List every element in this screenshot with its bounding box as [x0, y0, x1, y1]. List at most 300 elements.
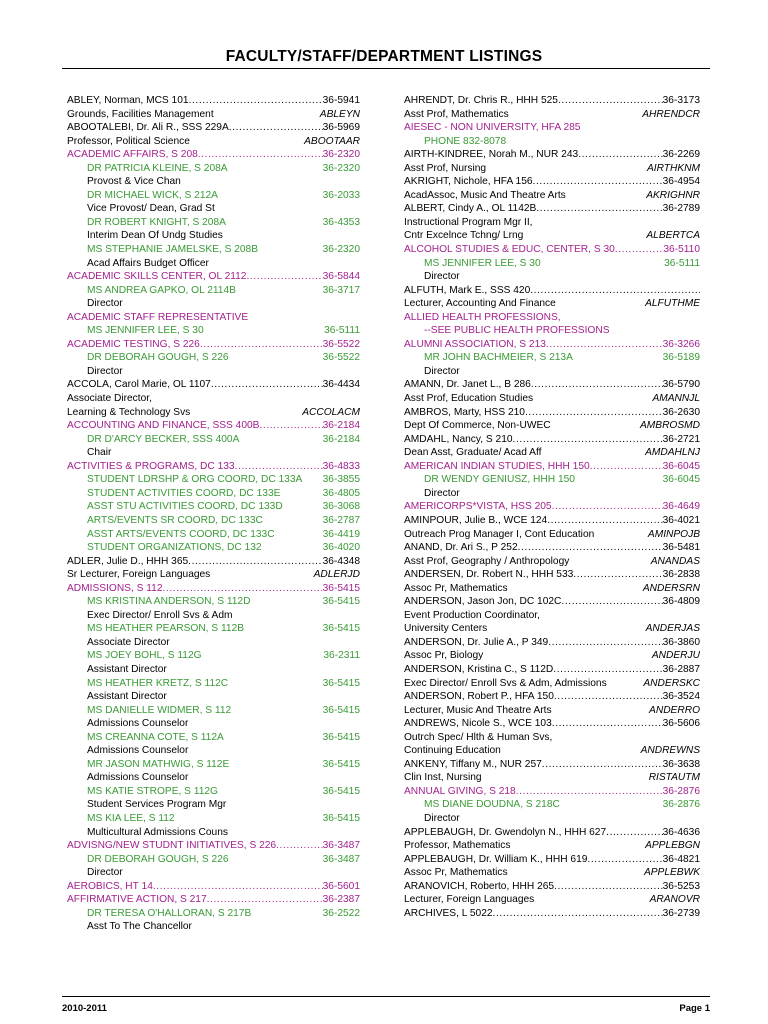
- listing-text: ARTS/EVENTS SR COORD, DC 133C: [87, 514, 263, 526]
- dot-leader: [536, 202, 662, 216]
- listing-line: [67, 731, 360, 745]
- user-code: AHRENDCR: [642, 108, 700, 120]
- listing-line: [404, 893, 700, 907]
- dot-leader: [547, 514, 662, 528]
- listing-text: ACADEMIC TESTING, S 226: [67, 338, 200, 350]
- phone-extension: 36-4809: [662, 596, 700, 608]
- phone-extension: 36-2320: [322, 244, 360, 256]
- listing-text: AMERICAN INDIAN STUDIES, HHH 150: [404, 460, 590, 472]
- dot-leader: [561, 595, 662, 609]
- dot-leader: [229, 121, 323, 135]
- listing-text: Asst Prof, Mathematics: [404, 108, 509, 120]
- phone-extension: 36-3068: [322, 501, 360, 513]
- listing-line: [67, 907, 360, 921]
- phone-extension: 36-5481: [662, 542, 700, 554]
- listing-line: [67, 528, 360, 542]
- user-code: ALBERTCA: [646, 230, 700, 242]
- listing-line: [67, 717, 360, 731]
- user-code: AKRIGHNR: [646, 189, 700, 201]
- dot-leader: [546, 338, 663, 352]
- listing-line: [404, 758, 700, 772]
- dot-leader: [615, 243, 664, 257]
- phone-extension: 36-5522: [322, 352, 360, 364]
- listing-text: Director: [424, 812, 460, 824]
- dot-leader: [246, 270, 322, 284]
- listing-line: [404, 866, 700, 880]
- phone-extension: 36-2838: [662, 569, 700, 581]
- listing-text: Chair: [87, 447, 112, 459]
- listing-line: [67, 866, 360, 880]
- listing-text: AIRTH-KINDREE, Norah M., NUR 243: [404, 149, 579, 161]
- dot-leader: [211, 378, 323, 392]
- listing-text: ACADEMIC SKILLS CENTER, OL 2112: [67, 271, 247, 283]
- listing-text: Assoc Pr, Mathematics: [404, 867, 508, 879]
- listing-line: [404, 175, 700, 189]
- user-code: ARANOVR: [649, 894, 700, 906]
- dot-leader: [573, 568, 662, 582]
- listing-line: [404, 243, 700, 257]
- listing-text: Director: [87, 867, 123, 879]
- listing-text: Outrch Spec/ Hlth & Human Svs,: [404, 731, 553, 743]
- listing-text: MS JOEY BOHL, S 112G: [87, 650, 202, 662]
- listing-text: ASST STU ACTIVITIES COORD, DC 133D: [87, 501, 283, 513]
- phone-extension: 36-4954: [662, 176, 700, 188]
- phone-extension: 36-2320: [322, 162, 360, 174]
- listing-line: [404, 785, 700, 799]
- phone-extension: 36-3487: [322, 840, 360, 852]
- phone-extension: 36-5189: [662, 352, 700, 364]
- listing-line: [404, 297, 700, 311]
- phone-extension: 36-5606: [662, 718, 700, 730]
- listing-line: [67, 893, 360, 907]
- listing-line: [67, 121, 360, 135]
- listing-text: Director: [424, 365, 460, 377]
- listing-line: [67, 419, 360, 433]
- listing-line: [67, 541, 360, 555]
- user-code: ACCOLACM: [302, 406, 360, 418]
- listing-line: [404, 771, 700, 785]
- dot-leader: [554, 690, 663, 704]
- listing-text: Lecturer, Foreign Languages: [404, 894, 535, 906]
- listing-text: Director: [424, 487, 460, 499]
- listing-line: [404, 135, 700, 149]
- listing-line: [67, 771, 360, 785]
- listing-line: [404, 270, 700, 284]
- listing-line: [404, 853, 700, 867]
- dot-leader: [198, 148, 323, 162]
- phone-extension: 36-5111: [324, 325, 360, 337]
- listing-text: AIESEC - NON UNIVERSITY, HFA 285: [404, 122, 581, 134]
- dot-leader: [189, 94, 323, 108]
- listing-line: [404, 744, 700, 758]
- phone-extension: 36-4020: [322, 542, 360, 554]
- listing-line: [404, 514, 700, 528]
- listing-line: [404, 284, 700, 298]
- dot-leader: [552, 717, 663, 731]
- listing-text: Instructional Program Mgr II,: [404, 216, 533, 228]
- listing-line: [404, 473, 700, 487]
- dot-leader: [558, 94, 663, 108]
- listing-line: [404, 121, 700, 135]
- listing-line: [404, 636, 700, 650]
- listing-line: [404, 338, 700, 352]
- listing-text: Assistant Director: [87, 663, 167, 675]
- listing-line: [67, 744, 360, 758]
- listing-text: Multicultural Admissions Couns: [87, 826, 228, 838]
- phone-extension: 36-4434: [322, 379, 360, 391]
- listing-text: DR WENDY GENIUSZ, HHH 150: [424, 474, 575, 486]
- listing-text: MS DANIELLE WIDMER, S 112: [87, 704, 232, 716]
- listing-line: [404, 446, 700, 460]
- user-code: ANDREWNS: [640, 745, 700, 757]
- phone-extension: 36-4419: [322, 528, 360, 540]
- listing-text: PHONE 832-8078: [424, 135, 507, 147]
- listing-line: [404, 622, 700, 636]
- phone-extension: 36-3266: [662, 338, 700, 350]
- listing-line: [404, 108, 700, 122]
- listing-line: [67, 135, 360, 149]
- listing-line: [404, 677, 700, 691]
- listing-line: [67, 677, 360, 691]
- listing-line: [404, 798, 700, 812]
- listing-text: Assoc Pr, Biology: [404, 650, 484, 662]
- phone-extension: 36-5253: [662, 880, 700, 892]
- listing-line: [404, 202, 700, 216]
- user-code: AMANNJL: [652, 393, 700, 405]
- listing-text: Learning & Technology Svs: [67, 406, 191, 418]
- listing-line: [67, 487, 360, 501]
- user-code: APPLEBGN: [645, 840, 700, 852]
- listing-line: [404, 433, 700, 447]
- listing-line: [404, 378, 700, 392]
- listing-text: MS STEPHANIE JAMELSKE, S 208B: [87, 244, 258, 256]
- listing-line: [67, 826, 360, 840]
- phone-extension: 36-3524: [662, 691, 700, 703]
- phone-extension: 36-3638: [662, 758, 700, 770]
- listing-text: MR JOHN BACHMEIER, S 213A: [424, 352, 573, 364]
- listing-text: MS KRISTINA ANDERSON, S 112D: [87, 596, 251, 608]
- listing-text: Director: [87, 365, 123, 377]
- listing-text: STUDENT ORGANIZATIONS, DC 132: [87, 542, 262, 554]
- listing-text: ALBERT, Cindy A., OL 1142B: [404, 203, 537, 215]
- listing-line: [67, 108, 360, 122]
- listing-text: Asst To The Chancellor: [87, 921, 192, 933]
- phone-extension: 36-5415: [322, 704, 360, 716]
- listing-line: [404, 717, 700, 731]
- listing-line: [67, 582, 360, 596]
- listing-line: [404, 460, 700, 474]
- user-code: APPLEBWK: [643, 867, 700, 879]
- listing-line: [404, 704, 700, 718]
- listing-line: [67, 568, 360, 582]
- listing-line: [404, 406, 700, 420]
- listing-text: ALCOHOL STUDIES & EDUC, CENTER, S 30: [404, 244, 615, 256]
- phone-extension: 36-5110: [663, 244, 700, 256]
- phone-extension: 36-5415: [322, 758, 360, 770]
- listing-text: DR DEBORAH GOUGH, S 226: [87, 853, 229, 865]
- phone-extension: 36-2876: [662, 799, 700, 811]
- dot-leader: [516, 785, 663, 799]
- listing-line: [404, 189, 700, 203]
- listing-text: Assoc Pr, Mathematics: [404, 582, 508, 594]
- user-code: ADLERJD: [313, 569, 360, 581]
- listing-line: [404, 541, 700, 555]
- listing-line: [67, 311, 360, 325]
- dot-leader: [554, 880, 663, 894]
- phone-extension: 36-2522: [322, 907, 360, 919]
- listing-line: [404, 555, 700, 569]
- dot-leader: [553, 663, 662, 677]
- phone-extension: 36-3717: [322, 284, 360, 296]
- listing-line: [67, 338, 360, 352]
- page-title: FACULTY/STAFF/DEPARTMENT LISTINGS: [225, 48, 543, 65]
- listing-text: MS KIA LEE, S 112: [87, 812, 175, 824]
- listing-text: MS CREANNA COTE, S 112A: [87, 731, 224, 743]
- listing-text: ACCOUNTING AND FINANCE, SSS 400B: [67, 420, 260, 432]
- listing-line: [404, 216, 700, 230]
- phone-extension: 36-5522: [322, 338, 360, 350]
- user-code: AMINPOJB: [647, 528, 700, 540]
- user-code: ABOOTAAR: [304, 135, 360, 147]
- listing-line: [67, 297, 360, 311]
- listing-line: [67, 148, 360, 162]
- listing-text: AMANN, Dr. Janet L., B 286: [404, 379, 531, 391]
- listing-text: AMERICORPS*VISTA, HSS 205: [404, 501, 552, 513]
- listing-line: [67, 785, 360, 799]
- phone-extension: 36-4353: [322, 216, 360, 228]
- phone-extension: 36-6045: [662, 474, 700, 486]
- listing-text: AEROBICS, HT 14: [67, 880, 153, 892]
- phone-extension: 36-4833: [322, 460, 360, 472]
- phone-extension: 36-3855: [322, 474, 360, 486]
- listing-text: Professor, Political Science: [67, 135, 190, 147]
- listing-line: [404, 649, 700, 663]
- listing-line: [404, 419, 700, 433]
- listing-text: ACTIVITIES & PROGRAMS, DC 133: [67, 460, 235, 472]
- phone-extension: 36-2876: [662, 785, 700, 797]
- listing-line: [404, 487, 700, 501]
- listing-text: DR ROBERT KNIGHT, S 208A: [87, 216, 226, 228]
- phone-extension: 36-4649: [662, 501, 700, 513]
- listing-line: [404, 690, 700, 704]
- phone-extension: 36-6045: [662, 460, 700, 472]
- listing-line: [67, 690, 360, 704]
- listing-text: Event Production Coordinator,: [404, 609, 540, 621]
- listing-text: APPLEBAUGH, Dr. Gwendolyn N., HHH 627: [404, 826, 607, 838]
- listing-text: Asst Prof, Education Studies: [404, 393, 534, 405]
- listing-line: [67, 473, 360, 487]
- header-rule: [62, 68, 710, 69]
- phone-extension: 36-5415: [322, 582, 360, 594]
- phone-extension: 36-3487: [322, 853, 360, 865]
- listing-line: [404, 839, 700, 853]
- listing-text: ANDERSON, Kristina C., S 112D: [404, 663, 554, 675]
- listing-line: [404, 582, 700, 596]
- dot-leader: [518, 541, 663, 555]
- phone-extension: 36-5415: [322, 812, 360, 824]
- listing-text: University Centers: [404, 623, 488, 635]
- listing-text: Assistant Director: [87, 691, 167, 703]
- dot-leader: [259, 419, 322, 433]
- listing-line: [67, 622, 360, 636]
- listing-line: [404, 500, 700, 514]
- phone-extension: 36-2630: [662, 406, 700, 418]
- user-code: AMDAHLNJ: [645, 447, 700, 459]
- listing-line: [67, 880, 360, 894]
- phone-extension: 36-2887: [662, 663, 700, 675]
- listing-line: [404, 94, 700, 108]
- phone-extension: 36-5415: [322, 623, 360, 635]
- listing-line: [67, 704, 360, 718]
- phone-extension: 36-5415: [322, 731, 360, 743]
- listing-text: ANNUAL GIVING, S 218: [404, 785, 516, 797]
- listing-line: [67, 446, 360, 460]
- phone-extension: 36-4821: [662, 853, 700, 865]
- listing-line: [67, 229, 360, 243]
- listing-text: Director: [87, 298, 123, 310]
- phone-extension: 36-5844: [322, 271, 360, 283]
- user-code: AIRTHKNM: [646, 162, 700, 174]
- dot-leader: [235, 460, 323, 474]
- listing-text: Sr Lecturer, Foreign Languages: [67, 569, 211, 581]
- listing-line: [404, 148, 700, 162]
- listing-line: [67, 351, 360, 365]
- listing-line: [404, 257, 700, 271]
- listing-text: ALFUTH, Mark E., SSS 420: [404, 284, 531, 296]
- dot-leader: [548, 636, 662, 650]
- listing-line: [67, 270, 360, 284]
- user-code: ANDERJAS: [645, 623, 700, 635]
- listing-text: Lecturer, Music And Theatre Arts: [404, 704, 552, 716]
- user-code: ABLEYN: [319, 108, 360, 120]
- dot-leader: [207, 893, 323, 907]
- phone-extension: 36-4805: [322, 487, 360, 499]
- dot-leader: [200, 338, 323, 352]
- listing-text: Student Services Program Mgr: [87, 799, 227, 811]
- phone-extension: 36-2387: [322, 894, 360, 906]
- listing-text: Dept Of Commerce, Non-UWEC: [404, 420, 551, 432]
- listing-line: [67, 920, 360, 934]
- listing-text: ALUMNI ASSOCIATION, S 213: [404, 338, 546, 350]
- phone-extension: 36-2320: [322, 149, 360, 161]
- listing-text: --SEE PUBLIC HEALTH PROFESSIONS: [424, 325, 610, 337]
- listing-line: [67, 202, 360, 216]
- listing-line: [404, 351, 700, 365]
- listing-text: Lecturer, Accounting And Finance: [404, 298, 556, 310]
- listing-line: [67, 324, 360, 338]
- dot-leader: [530, 284, 700, 298]
- listing-line: [67, 853, 360, 867]
- listing-line: [404, 311, 700, 325]
- phone-extension: 36-2721: [662, 433, 700, 445]
- listing-text: STUDENT ACTIVITIES COORD, DC 133E: [87, 487, 281, 499]
- listing-text: MS JENNIFER LEE, S 30: [87, 325, 204, 337]
- listing-text: ACCOLA, Carol Marie, OL 1107: [67, 379, 211, 391]
- listing-line: [67, 94, 360, 108]
- dot-leader: [493, 907, 663, 921]
- listing-text: STUDENT LDRSHP & ORG COORD, DC 133A: [87, 474, 303, 486]
- phone-extension: 36-2789: [662, 203, 700, 215]
- dot-leader: [533, 175, 663, 189]
- phone-extension: 36-2311: [323, 650, 360, 662]
- dot-leader: [188, 555, 322, 569]
- listing-line: [67, 175, 360, 189]
- listing-text: Acad Affairs Budget Officer: [87, 257, 209, 269]
- listing-text: ANDERSON, Jason Jon, DC 102C: [404, 596, 562, 608]
- listing-line: [67, 406, 360, 420]
- listing-text: MS JENNIFER LEE, S 30: [424, 257, 541, 269]
- listing-text: MS KATIE STROPE, S 112G: [87, 785, 218, 797]
- listing-line: [67, 555, 360, 569]
- listing-text: ASST ARTS/EVENTS COORD, DC 133C: [87, 528, 275, 540]
- phone-extension: 36-5941: [322, 95, 360, 106]
- dot-leader: [542, 758, 663, 772]
- listing-text: AcadAssoc, Music And Theatre Arts: [404, 189, 566, 201]
- listing-line: [67, 500, 360, 514]
- listing-text: ADMISSIONS, S 112: [67, 582, 163, 594]
- listing-text: ACADEMIC STAFF REPRESENTATIVE: [67, 311, 249, 323]
- listing-line: [404, 324, 700, 338]
- phone-extension: 36-2184: [322, 420, 360, 432]
- listing-text: ANAND, Dr. Ari S., P 252: [404, 542, 518, 554]
- listing-line: [404, 392, 700, 406]
- listing-line: [404, 812, 700, 826]
- user-code: ALFUTHME: [645, 298, 700, 310]
- listing-text: DR TERESA O'HALLORAN, S 217B: [87, 907, 252, 919]
- dot-leader: [606, 826, 662, 840]
- phone-extension: 36-2269: [662, 149, 700, 161]
- listing-line: [67, 243, 360, 257]
- listing-line: [404, 907, 700, 921]
- listing-text: ARANOVICH, Roberto, HHH 265: [404, 880, 555, 892]
- listing-line: [404, 595, 700, 609]
- phone-extension: 36-4636: [662, 826, 700, 838]
- phone-extension: 36-5601: [322, 880, 360, 892]
- listing-text: ABLEY, Norman, MCS 101: [67, 95, 189, 106]
- listing-text: Grounds, Facilities Management: [67, 108, 214, 120]
- listing-text: Admissions Counselor: [87, 772, 189, 784]
- listing-text: Associate Director: [87, 636, 170, 648]
- listing-text: Director: [424, 271, 460, 283]
- user-code: AMBROSMD: [640, 420, 700, 432]
- listing-text: Professor, Mathematics: [404, 840, 511, 852]
- listing-line: [67, 636, 360, 650]
- listing-text: Admissions Counselor: [87, 718, 189, 730]
- listing-text: Interim Dean Of Undg Studies: [87, 230, 223, 242]
- listing-text: Provost & Vice Chan: [87, 176, 181, 188]
- dot-leader: [513, 433, 663, 447]
- listing-text: Continuing Education: [404, 745, 501, 757]
- phone-extension: 36-3860: [662, 636, 700, 648]
- phone-extension: 36-4021: [662, 514, 700, 526]
- phone-extension: 36-2184: [322, 433, 360, 445]
- phone-extension: 36-5415: [322, 677, 360, 689]
- listing-line: [404, 663, 700, 677]
- dot-leader: [531, 378, 663, 392]
- listing-line: [67, 284, 360, 298]
- listing-line: [67, 812, 360, 826]
- phone-extension: 36-2787: [322, 514, 360, 526]
- listing-text: ABOOTALEBI, Dr. Ali R., SSS 229A: [67, 122, 229, 134]
- user-code: ANDERJU: [651, 650, 700, 662]
- listing-line: [67, 365, 360, 379]
- listing-text: Exec Director/ Enroll Svs & Adm: [87, 609, 233, 621]
- listing-text: AMBROS, Marty, HSS 210: [404, 406, 525, 418]
- dot-leader: [525, 406, 663, 420]
- listing-text: Clin Inst, Nursing: [404, 772, 482, 784]
- listing-text: Asst Prof, Nursing: [404, 162, 487, 174]
- listing-text: ARCHIVES, L 5022: [404, 907, 493, 919]
